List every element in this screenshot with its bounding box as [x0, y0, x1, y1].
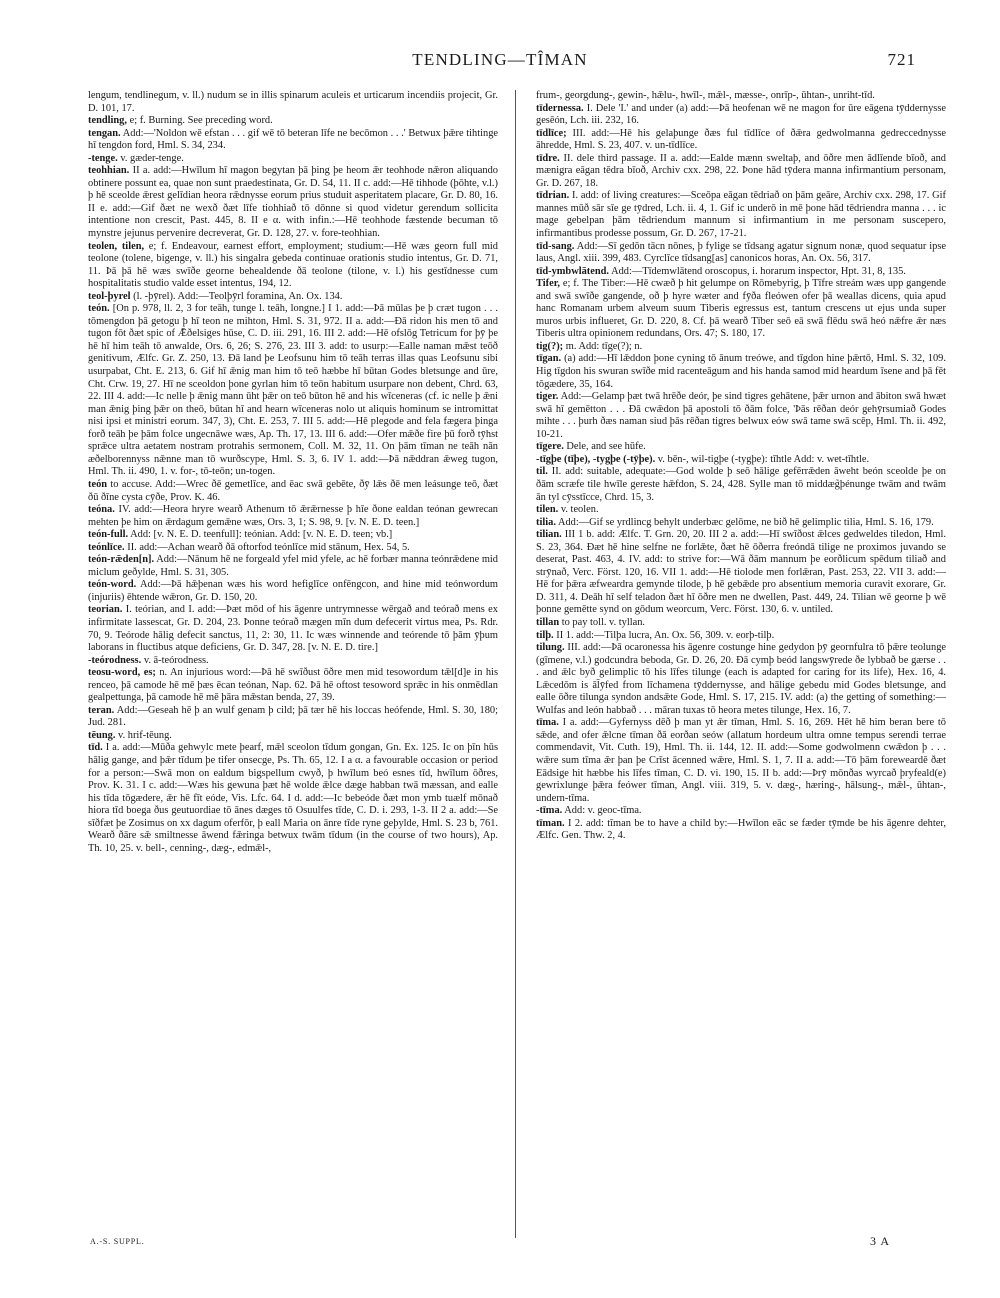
- dictionary-entry: [88, 705, 498, 730]
- entry-text: IV. add:—Heora hryre wearð Athenum tō ǣrǣrnesse þ hīe ðone ealdan teónan gewrecan mehten þe him on ǣrdagum gemǣne wæs, Ors. 3, 1; S. 98, 9. [v. N. E. D. teen.]: [88, 504, 498, 528]
- entry-text: (l. -þȳrel). Add:—Teolþȳrl foramina, An. Ox. 134.: [133, 290, 343, 302]
- entry-headword: -tīma.: [536, 805, 563, 817]
- entry-headword: teorian.: [88, 604, 123, 616]
- entry-text: Add:—Gif se yrdlincg behylt underbæc gelōme, ne bið hē gelimplic tilia, Hml. S. 16, 179.: [557, 516, 934, 528]
- entry-headword: tendling,: [88, 115, 127, 127]
- entry-text: Add: v. geoc-tīma.: [564, 805, 642, 817]
- dictionary-entry: [88, 241, 498, 291]
- entry-headword: teón-word.: [88, 579, 137, 591]
- dictionary-entry: [88, 667, 498, 705]
- entry-text: Add: [v. N. E. D. teenfull]: teónian. Add: [v. N. E. D. teen; vb.]: [130, 529, 393, 541]
- entry-text: v. gæder-tenge.: [120, 152, 184, 164]
- page-number: 721: [887, 50, 916, 69]
- entry-headword: teóna.: [88, 504, 115, 516]
- entry-headword: tillan: [536, 616, 560, 628]
- entry-headword: teónlīce.: [88, 541, 125, 553]
- entry-headword: tig(?);: [536, 340, 564, 352]
- entry-headword: til.: [536, 466, 548, 478]
- dictionary-entry: [88, 128, 498, 153]
- entry-text: Add:—Sī gedōn tācn nōnes, þ fylige se tīdsang agatur signum nonæ, quod sequatur ipse laus, Angl. xiii. 399, 483. Cyrclīce tīdsang[as] canonicos horas, An. Ox. 56, 317.: [536, 240, 946, 265]
- dictionary-entry: [536, 90, 946, 103]
- running-head: TENDLING—TÎMAN: [412, 50, 588, 69]
- entry-headword: tīdre.: [536, 152, 560, 164]
- entry-text: III. add:—Hē his gelaþunge ðæs ful tīdlīce of ðǣra gedwolmanna gedreccednysse āhredde, Hml. S. 23, 407. v. un-tīdlīce.: [536, 127, 946, 152]
- entry-text: frum-, georgdung-, gewin-, hǣlu-, hwīl-, mǣl-, mæsse-, onrīp-, ūhtan-, unriht-tīd.: [536, 90, 875, 101]
- entry-text: to pay toll. v. tyllan.: [561, 616, 646, 628]
- dictionary-entry: [88, 529, 498, 542]
- entry-text: [On p. 978, ll. 2, 3 for teāh, tunge l. teāh, longne.] I 1. add:—Þā mūlas þe þ cræt tugon . . . tōmengdon þā getogu þ hī teon ne mihton, Hml. S. 31, 972. II a. add:—Ðā ridon his men tō and tugon fōt ðæt spic of Ǣðelsiges hūse, C. D. iii. 291, 16. III 2. add:—Hē ofslōg Tetricum for þȳ þe hē hī him teāh tō anwalde, Ors. 6, 26; S. 276, 23. III 3. add: to usurp:—Ealle naman mǣst teōð genitivum, Ælfc. Gr. Z. 250, 13. Ðā land þe Leofsunu him tō teāh terras illas quas Leofsunu sibi usurpabat, Cht. E. 213, 6. Gif hī ǣnig man him tō teō hæbbe hī būtan Godes bletsunge and ūre, Cht. Crw. 19, 27. Hī ne sceoldon þone gyrlan him tō teōn habitum usurpare non debent, Chrd. 63, 22. III 4. add:—Ic nelle þ ǣnig mann ūht þǣr on teō būton hē and his wīceneras (cf. ic nelle þ ǣni man ǣnig þing þǣr on theō, būtan hī and hearn wīceneras nolo ut aliquis hominum se intromittat nisi ipsi et ministri eorum. 347, 3), Cht. E. 253, 7. III 5. add:—Hē plegode and fela fægera þinga forð teāh þe þām folce ungecnāwe wæs, Ap. Th. 17, 13. III 6. add:—Ofer mǣðe fire þū forð tȳhst sprǣce ultra aetatem nostram protrahis sermonem, Coll. M. 32, 11. On þām tīman ne teāh nān æðelborennyss nǣnne man tō wurðscype, Hml. S. 3, 6. IV 1. add:—Þā nǣddran ǣweg tugon, Hml. Th. ii. 490, 1. v. for-, tō-teōn; un-togen.: [88, 303, 498, 478]
- entry-headword: teón-full.: [88, 529, 129, 541]
- entry-text: Add:—Þā hǣþenan wæs his word hefiglīce onfēngcon, and hine mid teónwordum (injuriis) ēhtende wǣron, Gr. D. 150, 20.: [88, 579, 498, 603]
- entry-headword: -teórodness.: [88, 654, 142, 666]
- entry-text: e; f. Burning. See preceding word.: [129, 115, 273, 127]
- dictionary-entry: [536, 617, 946, 630]
- entry-text: Dele, and see hūfe.: [566, 441, 646, 453]
- dictionary-entry: [536, 642, 946, 717]
- column-divider: [515, 90, 516, 1238]
- dictionary-entry: [536, 529, 946, 617]
- entry-headword: tengan.: [88, 127, 121, 139]
- dictionary-entry: [536, 805, 946, 818]
- entry-text: lengum, tendlinegum, v. ll.) nudum se in illis spinarum aculeis et urticarum incendiis projecit, Gr. D. 101, 17.: [88, 90, 498, 114]
- entry-text: I a. add:—Gyfernyss dēð þ man yt ǣr tīman, Hml. S. 16, 269. Hēt hē him beran bere tō sǣde, and ofer ǣlcne tīman ðā eorðan seów (allatum hordeum ultra omne tempus serendi terrae commendavit, Vit. Cuth. 19), Hml. Th. ii. 144, 12. II. add:—Some godwolmenn cwǣdon þ . . . wǣre sum tīma ǣr þan þe Crīst ācenned wǣre, Hml. S. 1, 7. II a. add:—Tō þām foreweardē ðæt Eādsige hit hæbbe his līfes tīman, C. D. vi. 190, 15. II b. add:—Þrȳ mōnðas wyrcað þryfeald(e) gewrixlunge þǣra feówer tīman, Angl. viii. 319, 5. v. dæg-, hæring-, hālsung-, mǣl-, ūhtan-, undern-tīma.: [536, 717, 946, 804]
- dictionary-entry: [536, 517, 946, 530]
- entry-text: e; f. The Tiber:—Hē cwæð þ hit gelumpe on Rōmebyrig, þ Tīfre streám wæs upp gangende and swā swīðe gangende, oð þ hyre wæter and fȳða fleówen ofer þā weallas dicens, quia apud hanc Romanam urbem alveum suum Tiberis egressus est, tantum crescens ut ejus unda super muros urbis influeret, Gr. D. 220, 8. Cf. þā wearð Tīber seō eā swā flēdu swā heó nǣfre ǣr næs Tiberis ultra opinionem redundans, Ors. 47; S. 180, 17.: [536, 278, 946, 340]
- dictionary-entry: [536, 391, 946, 441]
- entry-text: III 1 b. add: Ælfc. T. Grn. 20, 20. III 2 a. add:—Hī swīðost ǣlces gedweldes tiledon, Hml. S. 23, 364. Ðæt hē hine selfne ne forlǣte, ðæt hē ōðerra freóndā tilige ne proximos juvando se deserat, Past. 463, 4. IV. add: to strive for:—Wā ðām mannum þe eorðlicum spēdum tiliað and strȳnað, Verc. Först. 120, 16. VII 1. add:—Hē tiolode men forlǣran, Past. 253, 22. VII 3. add:—Hē for þǣra æfweardra gemynde tilode, þ hē gebǣde pro absentium memoria curavit exorare, Gr. D. 311, 4. Deāh hī self teladon ðæt hī ōðre men ne dwellen, Past. 449, 24. Tilian wē georne þ wē þonne gemētte synd on gōdum weorcum, Verc. Först. 130, 6. v. untiled.: [536, 529, 946, 616]
- signature-mark: A.-S. SUPPL.: [90, 1237, 145, 1246]
- entry-text: II. add:—Achan wearð ðā oftorfod teónlīce mid stānum, Hex. 54, 5.: [127, 541, 410, 553]
- entry-headword: teosu-word, es;: [88, 667, 156, 679]
- entry-headword: tilen.: [536, 504, 559, 516]
- entry-text: II 1. add:—Tilþa lucra, An. Ox. 56, 309. v. eorþ-tilþ.: [556, 629, 775, 641]
- entry-text: Add:—Geseah hē þ an wulf genam þ cild; þā tær hē his loccas heófende, Hml. S. 30, 180; Jud. 281.: [88, 704, 499, 729]
- entry-headword: tīma.: [536, 717, 559, 729]
- entry-text: v. hrif-tēung.: [118, 729, 172, 741]
- entry-text: II a. add:—Hwīlum hī magon begytan þā þing þe heom ǣr teohhode nǣron aliquando obtinere possunt ea, quae non sunt praedestinata, Gr. D. 54, 11. II c. add:—Hē tihhode (þōhte, v.l.) þ hē sceolde ǣrest gelīdian heora rǣdnysse eorum prius studuit asperitatem placare, Gr. D. 80, 16. II e. add:—Gif ðæt ne wexð ðæt līfe tiohhiað tō dōnne si quod videtur gerendum sollicita intentione non crescit, Past. 445, 8. II e α. with infin.:—Hē teohhode fæstende becuman tō mynstre jejunus pervenire decreverat, Gr. D. 128, 27. v. fore-teohhian.: [88, 165, 498, 240]
- entry-text: to accuse. Add:—Wrec ðē gemetlīce, and ēac swā gebēte, ðȳ lǣs ðē men leásunge teō, ðæt ðū ðīne cysta cȳðe, Prov. K. 46.: [88, 478, 498, 503]
- entry-headword: tīdernessa.: [536, 102, 584, 114]
- entry-text: (a) add:—Hī lǣddon þone cyning tō ānum treówe, and tīgdon hine þǣrtō, Hml. S. 32, 109. Hig tīgdon his swuran swīðe mid racenteāgum and his handa samod mid heardum īsene and þā fēt tōgædere, 35, 164.: [536, 353, 946, 390]
- dictionary-entry: [536, 717, 946, 805]
- right-column: [536, 90, 946, 843]
- entry-text: v. teolen.: [560, 504, 599, 516]
- dictionary-entry: [536, 466, 946, 504]
- entry-headword: teón.: [88, 303, 110, 315]
- entry-text: I a. add:—Mūða gehwylc mete þearf, mǣl sceolon tīdum gongan, Gn. Ex. 125. Ic on þīn hūs hālig gange, and þǣr tīdum þe tifer onsecge, Ps. Th. 65, 12. I a α. a favourable occasion or period for a person:—Swā mon on ealdum bigspellum cwyð, þ hwīlum beó esnes tīd, hwīlum ōðres, Prov. K. 31. I c. add:—Wæs his gewuna þæt hē wolde ǣlce dæge habban twā mæssan, and ealle his tīda tōgædere, ǣr hē fīt eóde, Vis. Lfc. 64. I d. add:—Ic bebeóde ðæt mon ymb tuælf mōnað hiora tīd boega ðus geutuordiae tō ānes dæges tō Osuulfes tīde, C. D. i. 293, 1-3. II 2 a. add:—Se sīðfæt þe Zosimus on xx dagum oferfōr, þ eall Maria on ānre tīde ryne geþylde, Hml. S. 23 b, 761. Wearð ðāre sǣ smiltnesse āwend fǣringa betwux twām tīdum (in the course of two hours), Ap. Th. 10, 25. v. bell-, cenning-, dæg-, edmǣl-,: [88, 742, 498, 854]
- dictionary-entry: [536, 128, 946, 153]
- dictionary-entry: [88, 165, 498, 240]
- dictionary-entry: [88, 291, 498, 304]
- entry-headword: tīgere.: [536, 441, 564, 453]
- entry-headword: -tīgþe (tīþe), -tygþe (-tȳþe).: [536, 453, 656, 465]
- entry-headword: tīman.: [536, 817, 565, 829]
- dictionary-entry: [88, 655, 498, 668]
- entry-text: Add:—Tīdemwlātend oroscopus, i. horarum inspector, Hpt. 31, 8, 135.: [611, 265, 906, 277]
- dictionary-entry: [536, 190, 946, 240]
- entry-text: I. add: of living creatures:—Sceōpa eāgan tēdriað on þām geāre, Archiv cxx. 298, 17. Gif mannes mūð sār sīe ge tȳdred, Lch. ii. 4, 1. Gif ic underō in mē þone hād tēdriendra manna . . . ic mage gebelpan þām tēdriendum mannum si infirmantium in me personam suscepero, infirmantibus prodesse possum, Gr. D. 267, 17-21.: [536, 190, 946, 240]
- entry-headword: -tenge.: [88, 152, 118, 164]
- dictionary-entry: [536, 504, 946, 517]
- entry-text: n. An injurious word:—Þā hē swīðust ōðre men mid tesowordum tǣl[d]e in his renceo, þā camode hē mē þæs ēcan teónan, Nap. 62. Þā hē oftost tesoword sprǣc in his onmēdlan gealpettunga, þā camode hē mē þāra mǣstan benda, 27, 39.: [88, 667, 498, 704]
- entry-headword: tilian.: [536, 529, 562, 541]
- entry-headword: tilþ.: [536, 629, 554, 641]
- entry-headword: teran.: [88, 704, 115, 716]
- dictionary-entry: [536, 441, 946, 454]
- entry-headword: Tifer,: [536, 278, 560, 290]
- entry-headword: teohhian.: [88, 165, 130, 177]
- dictionary-entry: [88, 730, 498, 743]
- dictionary-entry: [88, 90, 498, 115]
- dictionary-entry: [536, 241, 946, 266]
- dictionary-entry: [88, 479, 498, 504]
- entry-headword: tīd.: [88, 742, 103, 754]
- entry-headword: teolen, tilen,: [88, 240, 145, 252]
- gathering-mark: 3 A: [869, 1234, 890, 1248]
- dictionary-entry: [88, 742, 498, 855]
- entry-text: III. add:—Þā ocaronessa his āgenre costunge hine gedydon þȳ geornfulra tō þǣre teolunge (gīmene, v.l.) godcundra beboda, Gr. D. 26, 20. Ðā cymþ beód langswȳrede ðe lybbað be gærse . . . and ǣlc byð gelimplic tō his līfes tilunge (each is adapted for caring for its life), Hex. 16, 4. Lǣcedōm is āl̄ȳfed from līchamena tȳddernysse, and hālige gebedu mid Godes bletsunge, and ealle ōðre tilunga syndon andsǣte Gode, Hml. S. 17, 215. IV. add: (a) the getting of something:—Wulfas and león habbað . . . māran tuxas tō heora metes tilunge, Hex. 16, 7.: [536, 642, 946, 716]
- dictionary-entry: [536, 266, 946, 279]
- entry-headword: teón: [88, 478, 108, 490]
- entry-headword: teón-rǣden[n].: [88, 554, 155, 566]
- entry-text: I 2. add: tīman be to have a child by:—Hwīlon eāc se fæder tȳmde be his āgenre dehter, Ælfc. Gen. Thw. 2, 4.: [536, 817, 946, 842]
- dictionary-entry: [88, 303, 498, 479]
- dictionary-entry: [88, 153, 498, 166]
- entry-text: Add:—Nānum hē ne forgeald yfel mid yfele, ac hē forbær manna teónrǣdene mid miclum geðylde, Hml. S. 31, 305.: [88, 554, 498, 578]
- entry-text: v. bēn-, wil-tigþe (-tygþe): tīhtle Add: v. wet-tīhtle.: [657, 453, 870, 465]
- entry-text: II. add: suitable, adequate:—God wolde þ seō hālige gefērrǣden āweht beón sceolde þe on ðām scræfe tile hwīle gereste hǣfdon, S. 24, 428. Sylle man tō middæg̃þénunge twām and twām ān tyl cȳsstīcce, Chrd. 15, 3.: [536, 466, 946, 503]
- entry-text: Add:—'Noldon wē efstan . . . gif wē tō beteran līfe ne becōmon . . .' Betwux þǣre tihtinge hī tengdon ford, Hml. S. 34, 234.: [88, 127, 498, 152]
- dictionary-entry: [536, 630, 946, 643]
- entry-text: I. Dele 'I.' and under (a) add:—Þā heofenan wē ne magon for ūre eāgena tȳddernysse gesēón, Lch. iii. 232, 16.: [536, 102, 946, 127]
- dictionary-entry: [536, 103, 946, 128]
- entry-text: Add:—Gelamp þæt twā hrēðe deór, þe sind tigres gehātene, þǣr urnon and ābiton swā hwæt swā hī gemētton . . . Ðā cwǣdon þā apostoli tō ðām folce, 'Þās rēðan deór gehȳrsumiað Godes mihte . . . þurh ðæs naman siud þās rēðan tigres belwux eów swā tame swā scēp, Hml. Th. ii. 492, 10-21.: [536, 391, 946, 440]
- dictionary-entry: [536, 278, 946, 341]
- entry-headword: tīdlīce;: [536, 127, 567, 139]
- entry-headword: tēung.: [88, 729, 116, 741]
- entry-headword: tilung.: [536, 642, 565, 654]
- dictionary-entry: [88, 542, 498, 555]
- dictionary-entry: [88, 579, 498, 604]
- entry-headword: teol-þyrel: [88, 290, 131, 302]
- dictionary-entry: [536, 153, 946, 191]
- entry-headword: tiger.: [536, 391, 559, 403]
- dictionary-entry: [536, 353, 946, 391]
- dictionary-entry: [88, 504, 498, 529]
- entry-text: m. Add: tīge(?); n.: [565, 340, 643, 352]
- entry-headword: tilia.: [536, 516, 556, 528]
- dictionary-entry: [536, 341, 946, 354]
- dictionary-entry: [536, 454, 946, 467]
- entry-headword: tīd-ymbwlātend.: [536, 265, 610, 277]
- entry-text: e; f. Endeavour, earnest effort, employment; studium:—Hē wæs georn full mid teolone (tolene, bigenge, v. ll.) his singalra gebeda continuae orationis studio intentus, Gr. D. 71, 11. Þā þā hē wæs swīðe georne behealdende ðā teolone (tilone, v. l.) his gestīdnesse cum hospitalitatis studio valde esset intentus, 194, 12.: [88, 240, 498, 290]
- entry-headword: tīdrian.: [536, 190, 570, 202]
- entry-text: II. dele third passage. II a. add:—Ealde mænn sweltaþ, and ōðre men ādlīende bīoð, and mænigra eāgan tēdra bīoð, Archiv cxx. 298, 22. Þone hād tȳdera manna infirmantium personam, Gr. D. 267, 18.: [536, 152, 946, 189]
- entry-headword: tīgan.: [536, 353, 562, 365]
- entry-text: v. ā-teórodness.: [143, 654, 209, 666]
- entry-text: I. teórian, and I. add:—Þæt mōd of his āgenre untrymnesse wērgað and teórað mens ex infirmitate lassescat, Gr. D. 204, 23. Þonne teórað mægen mīn dum defecerit virtus mea, Ps. Rdr. 70, 9. Teórode hālig defecit sanctus, 11, 2: 30, 11. Ic wæs winnende and teórende tō þām ȳþum laborans in fluctibus atque deficiens, Gr. D. 347, 28. [v. N. E. D. tire.]: [88, 604, 498, 654]
- left-column: [88, 90, 498, 855]
- entry-headword: tīd-sang.: [536, 240, 575, 252]
- dictionary-entry: [536, 818, 946, 843]
- dictionary-entry: [88, 604, 498, 654]
- dictionary-entry: [88, 115, 498, 128]
- dictionary-entry: [88, 554, 498, 579]
